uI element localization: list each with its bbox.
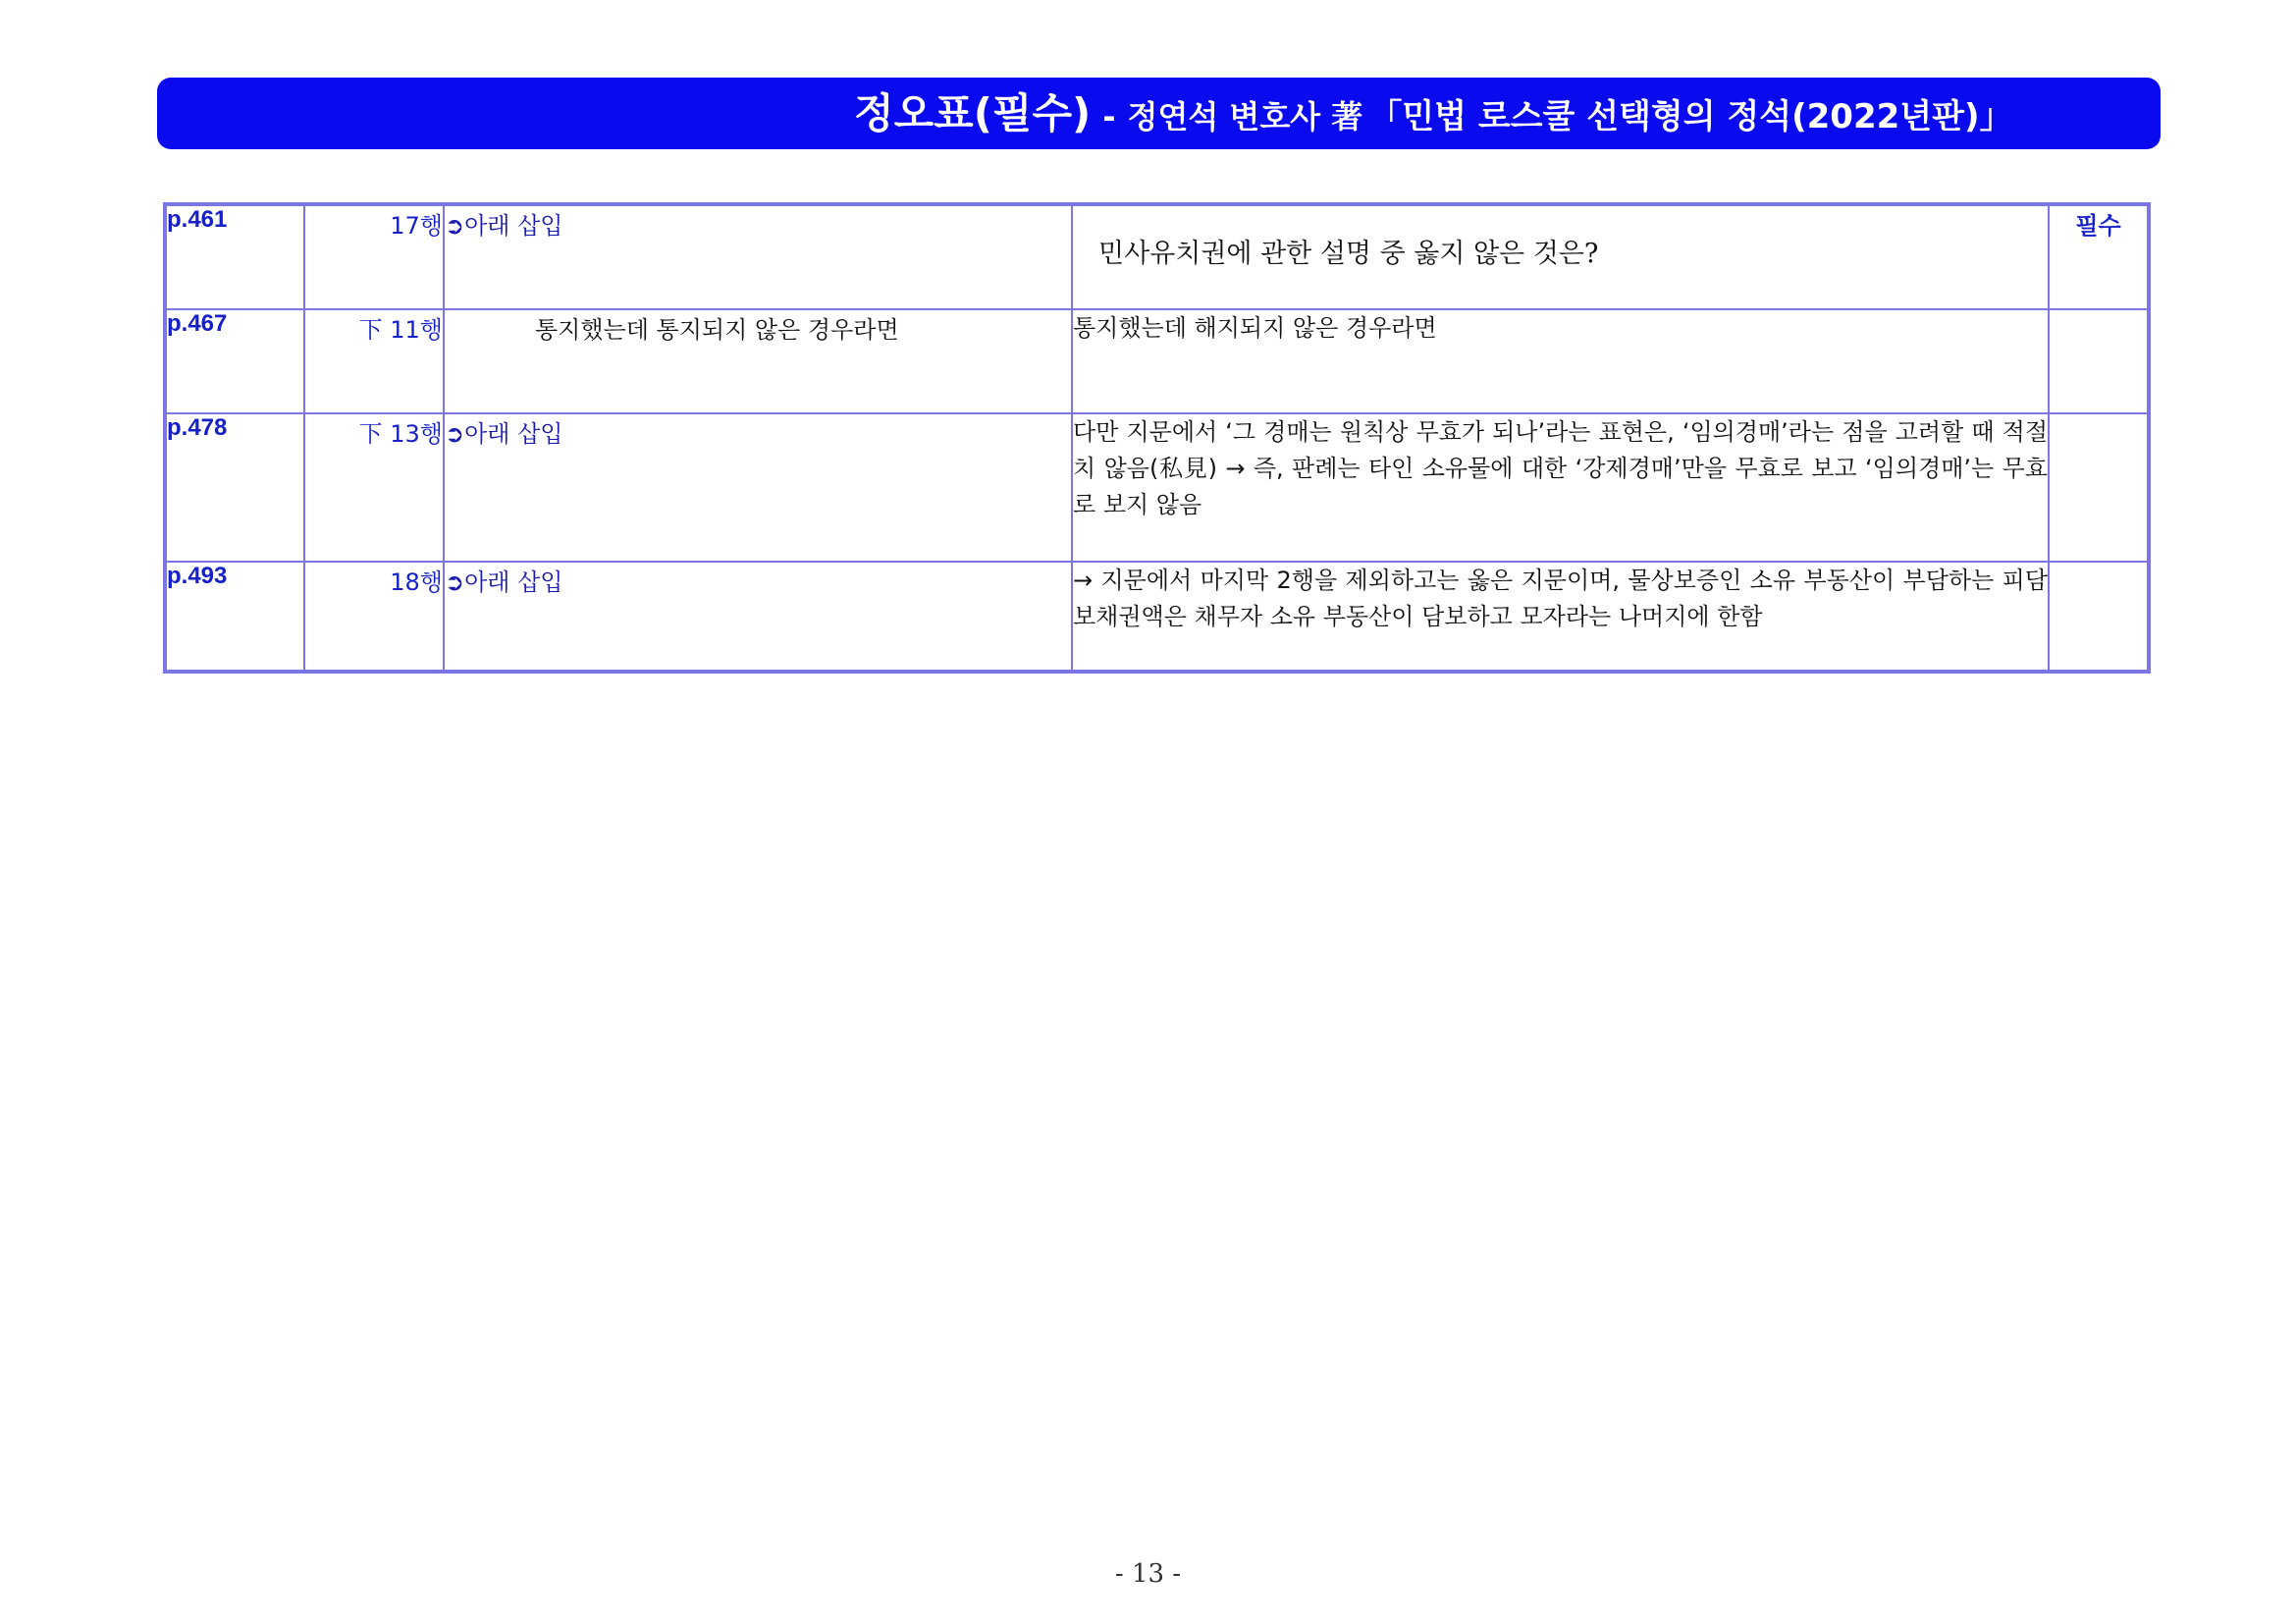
note-cell bbox=[2049, 562, 2149, 672]
errata-table bbox=[163, 202, 2151, 674]
title-author: 정연석 변호사 著 bbox=[1127, 98, 1363, 135]
page-cell: p.461 bbox=[165, 204, 304, 309]
title-book: 「민법 로스쿨 선택형의 정석(2022년판)」 bbox=[1368, 97, 2013, 136]
after-cell: 민사유치권에 관한 설명 중 옳지 않은 것은? bbox=[1072, 204, 2049, 309]
note-cell bbox=[2049, 309, 2149, 413]
before-cell: ➲아래 삽입 bbox=[444, 562, 1072, 672]
before-cell: 통지했는데 통지되지 않은 경우라면 bbox=[444, 309, 1072, 413]
before-cell: ➲아래 삽입 bbox=[444, 204, 1072, 309]
table-row bbox=[165, 562, 2149, 672]
page-cell: p.493 bbox=[165, 562, 304, 672]
page-cell: p.478 bbox=[165, 413, 304, 562]
table-row bbox=[165, 413, 2149, 562]
title-separator: - bbox=[1102, 98, 1116, 135]
title-text bbox=[854, 78, 2013, 149]
line-cell: 下 13행 bbox=[304, 413, 444, 562]
title-bar bbox=[157, 78, 2161, 149]
after-cell: 다만 지문에서 ‘그 경매는 원칙상 무효가 되나’라는 표현은, ‘임의경매’라는 점을 고려할 때 적절치 않음(私見) → 즉, 판례는 타인 소유물에 대한 ‘강제경매’만을 무효로 보고 ‘임의경매’는 무효로 보지 않음 bbox=[1072, 413, 2049, 562]
title-main: 정오표(필수) bbox=[854, 89, 1092, 137]
line-cell: 下 11행 bbox=[304, 309, 444, 413]
line-cell: 18행 bbox=[304, 562, 444, 672]
page-cell: p.467 bbox=[165, 309, 304, 413]
before-cell: ➲아래 삽입 bbox=[444, 413, 1072, 562]
page-number: - 13 - bbox=[1114, 1559, 1182, 1589]
note-cell bbox=[2049, 413, 2149, 562]
after-cell: 통지했는데 해지되지 않은 경우라면 bbox=[1072, 309, 2049, 413]
note-cell: 필수 bbox=[2049, 204, 2149, 309]
table-row bbox=[165, 309, 2149, 413]
after-cell: → 지문에서 마지막 2행을 제외하고는 옳은 지문이며, 물상보증인 소유 부동산이 부담하는 피담보채권액은 채무자 소유 부동산이 담보하고 모자라는 나머지에 한함 bbox=[1072, 562, 2049, 672]
table-row bbox=[165, 204, 2149, 309]
line-cell: 17행 bbox=[304, 204, 444, 309]
